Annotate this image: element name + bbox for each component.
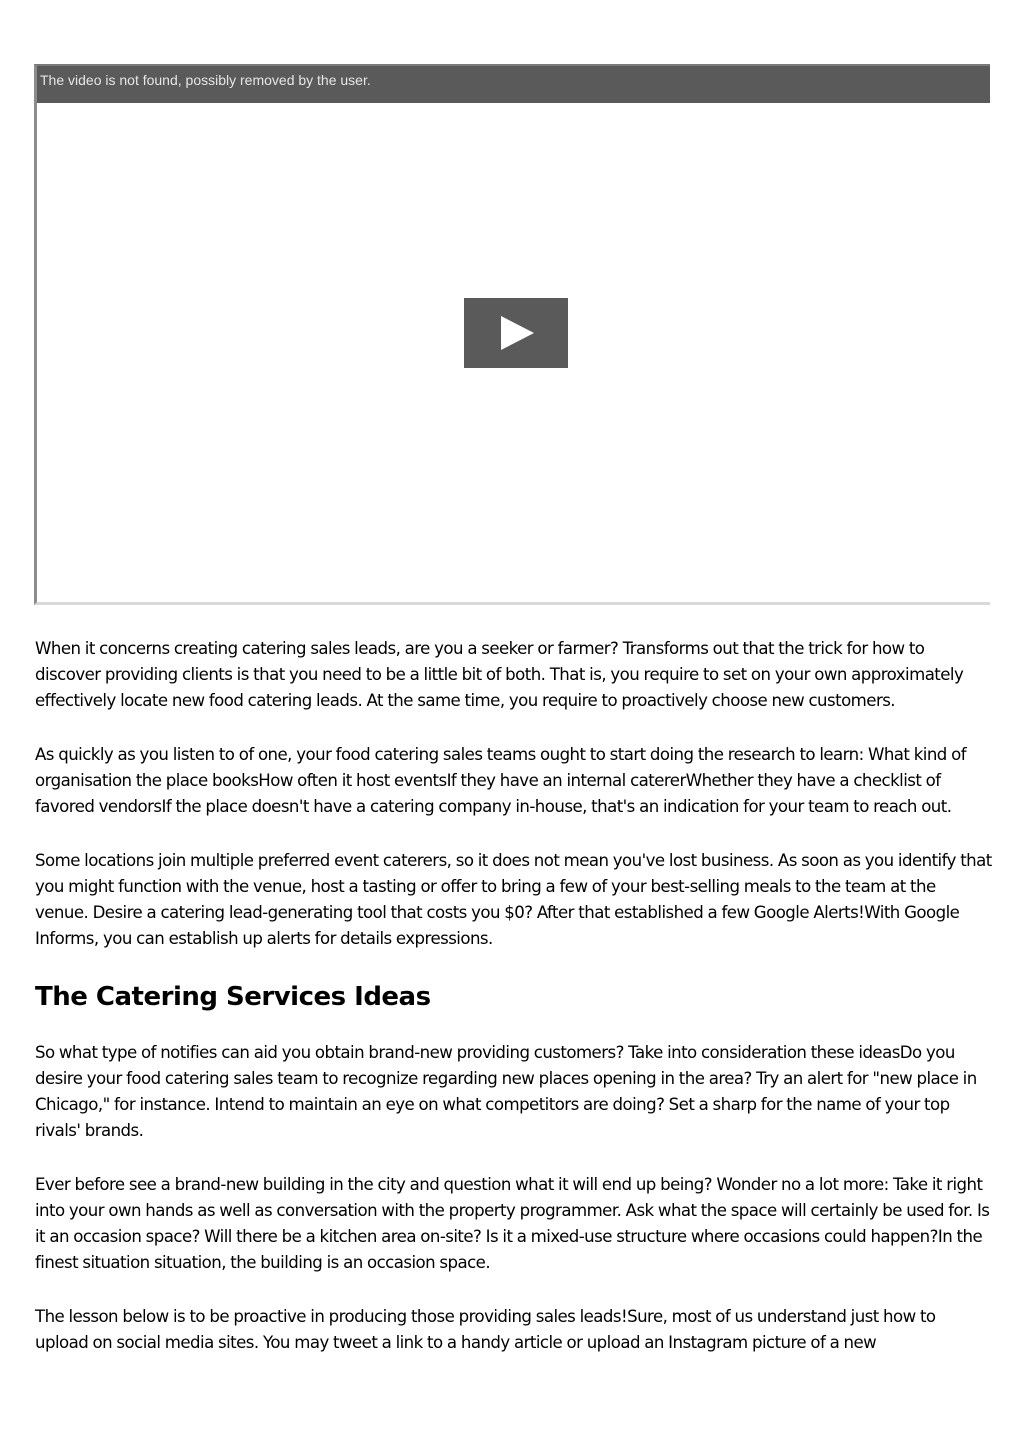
- video-error-bar: [37, 66, 990, 103]
- video-error-message: The video is not found, possibly removed by the user.: [40, 72, 371, 88]
- paragraph: So what type of notifies can aid you obtain brand-new providing customers? Take into consideration these ideasDo you desire your food catering sales team to recognize regarding new places opening in the area? Try an alert for "new place in Chicago," for instance. Intend to maintain an eye on what competitors are doing? Set a sharp for the name of your top rivals' brands.: [35, 1043, 977, 1140]
- paragraph: The lesson below is to be proactive in producing those providing sales leads!Sure, most of us understand just how to upload on social media sites. You may tweet a link to a handy article or upload an Instagram picture of a new: [35, 1307, 936, 1352]
- section-heading: The Catering Services Ideas: [35, 982, 431, 1012]
- play-button[interactable]: [464, 298, 568, 368]
- video-player[interactable]: [34, 64, 990, 605]
- article-body: [35, 636, 993, 1384]
- paragraph: As quickly as you listen to of one, your food catering sales teams ought to start doing the research to learn: What kind of organisation the place booksHow often it host eventsIf they have an internal catererWhether they have a checklist of favored vendorsIf the place doesn't have a catering company in-house, that's an indication for your team to reach out.: [35, 745, 966, 816]
- paragraph: When it concerns creating catering sales leads, are you a seeker or farmer? Transforms out that the trick for how to discover providing clients is that you need to be a little bit of both. That is, you require to set on your own approximately effectively locate new food catering leads. At the same time, you require to proactively choose new customers.: [35, 639, 964, 710]
- play-icon: [501, 316, 534, 350]
- paragraph: Some locations join multiple preferred event caterers, so it does not mean you've lost business. As soon as you identify that you might function with the venue, host a tasting or offer to bring a few of your best-selling meals to the team at the venue. Desire a catering lead-generating tool that costs you $0? After that established a few Google Alerts!With Google Informs, you can establish up alerts for details expressions.: [35, 851, 992, 948]
- paragraph: Ever before see a brand-new building in the city and question what it will end up being? Wonder no a lot more: Take it right into your own hands as well as conversation with the property programmer. Ask what the space will certainly be used for. Is it an occasion space? Will there be a kitchen area on-site? Is it a mixed-use structure where occasions could happen?In the finest situation situation, the building is an occasion space.: [35, 1175, 990, 1272]
